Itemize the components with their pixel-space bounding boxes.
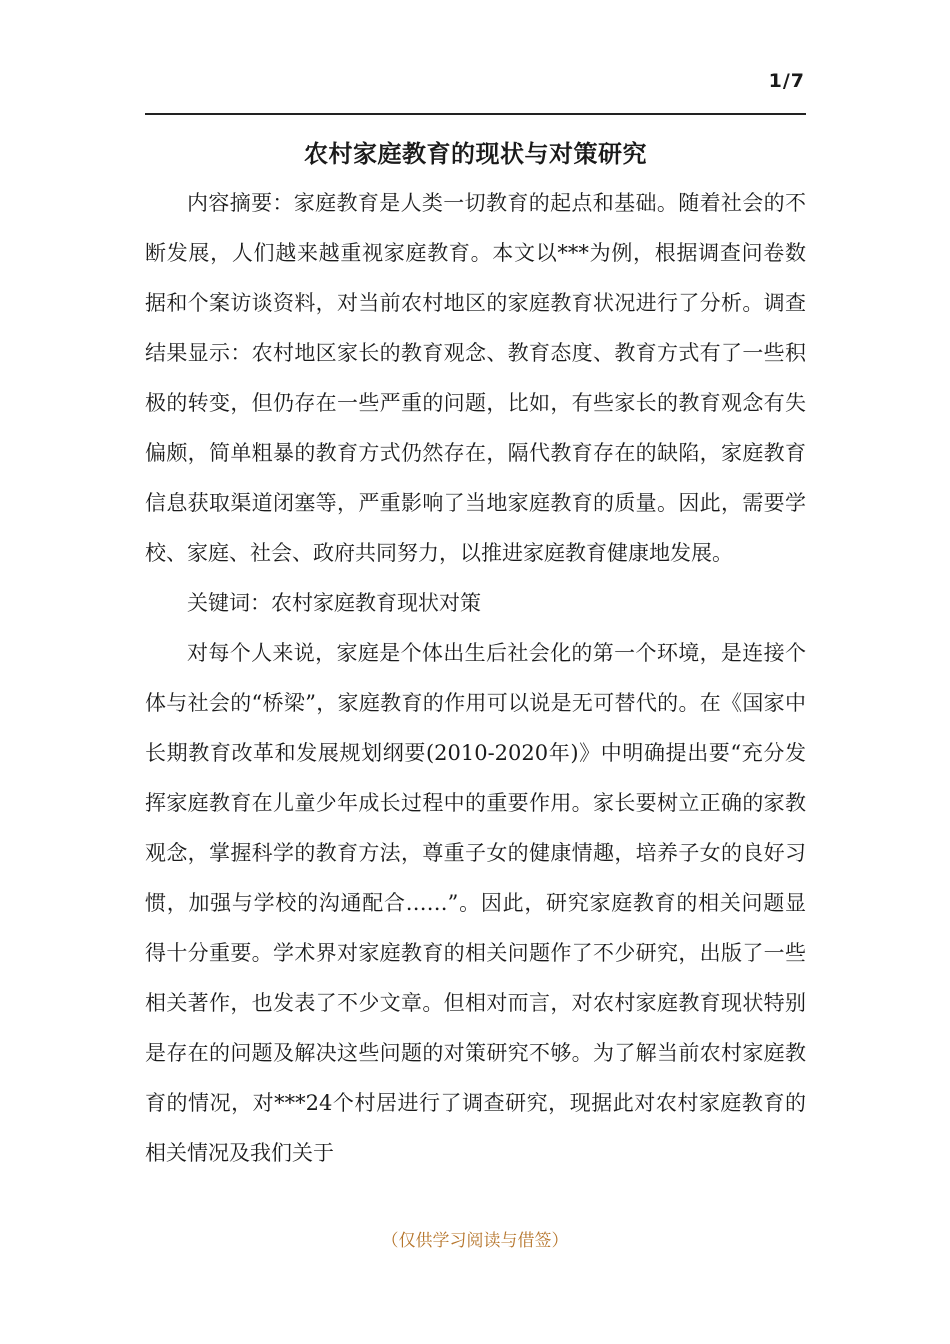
intro-paragraph: 对每个人来说，家庭是个体出生后社会化的第一个环境，是连接个体与社会的“桥梁”，家庭教育的作用可以说是无可替代的。在《国家中长期教育改革和发展规划纲要(2010-2020年)》中明确提出要“充分发挥家庭教育在儿童少年成长过程中的重要作用。家长要树立正确的家教观念，掌握科学的教育方法，尊重子女的健康情趣，培养子女的良好习惯，加强与学校的沟通配合……”。因此，研究家庭教育的相关问题显得十分重要。学术界对家庭教育的相关问题作了不少研究，出版了一些相关著作，也发表了不少文章。但相对而言，对农村家庭教育现状特别是存在的问题及解决这些问题的对策研究不够。为了解当前农村家庭教育的情况，对***24个村居进行了调查研究，现据此对农村家庭教育的相关情况及我们关于 — [145, 641, 806, 1165]
keywords-paragraph: 关键词：农村家庭教育现状对策 — [187, 591, 481, 615]
document-title: 农村家庭教育的现状与对策研究 — [304, 139, 647, 168]
abstract-paragraph: 内容摘要：家庭教育是人类一切教育的起点和基础。随着社会的不断发展，人们越来越重视家庭教育。本文以***为例，根据调查问卷数据和个案访谈资料，对当前农村地区的家庭教育状况进行了分析。调查结果显示：农村地区家长的教育观念、教育态度、教育方式有了一些积极的转变，但仍存在一些严重的问题，比如，有些家长的教育观念有失偏颇，简单粗暴的教育方式仍然存在，隔代教育存在的缺陷，家庭教育信息获取渠道闭塞等，严重影响了当地家庭教育的质量。因此，需要学校、家庭、社会、政府共同努力，以推进家庭教育健康地发展。 — [145, 191, 806, 565]
page-number: 1/7 — [768, 70, 805, 92]
footer-watermark: （仅供学习阅读与借签） — [381, 1231, 569, 1251]
body-text — [145, 178, 806, 1178]
header-rule — [145, 113, 806, 115]
